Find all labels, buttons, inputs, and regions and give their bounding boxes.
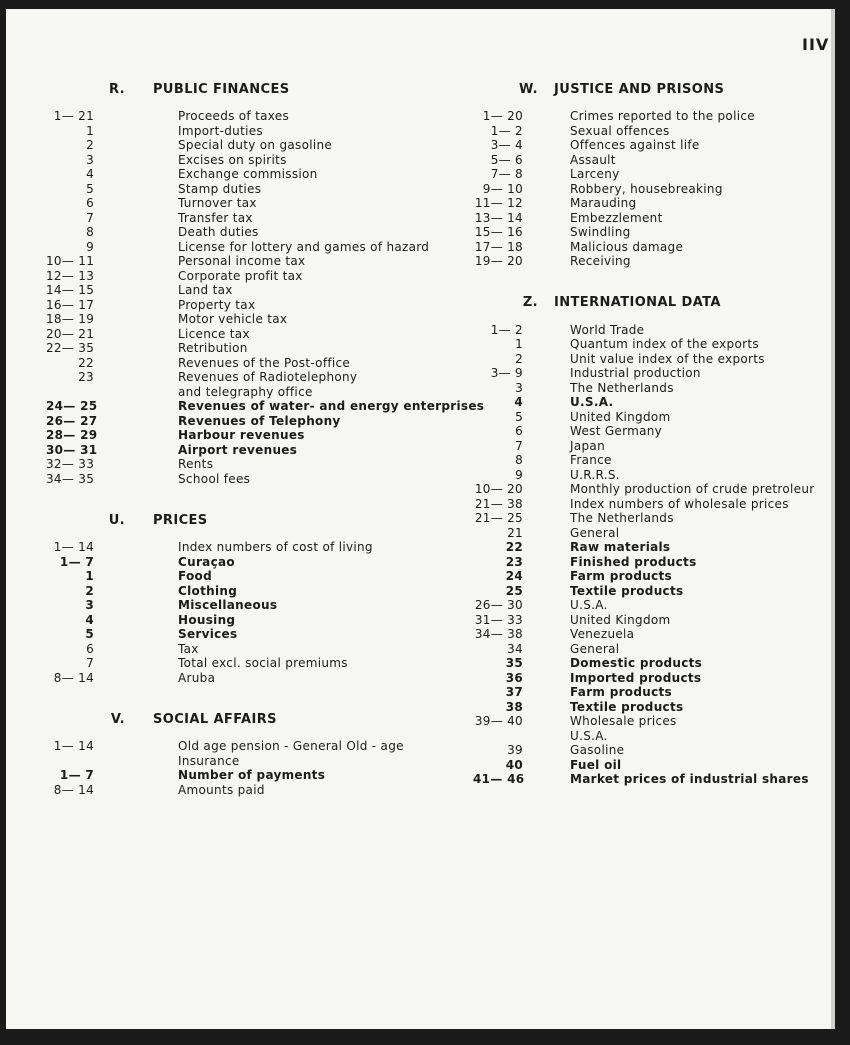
table-number: 34 bbox=[507, 641, 523, 656]
section-heading bbox=[473, 79, 833, 99]
table-label: Land tax bbox=[178, 283, 233, 297]
table-label: General bbox=[570, 641, 620, 656]
list-item bbox=[46, 298, 446, 313]
table-label: Revenues of water- and energy enterprises bbox=[178, 399, 485, 413]
right-column bbox=[473, 79, 833, 787]
table-label: Imported products bbox=[570, 670, 702, 685]
table-number: 7 bbox=[86, 210, 94, 225]
list-item bbox=[473, 153, 833, 168]
table-label: Licence tax bbox=[178, 326, 250, 341]
table-number: 3 bbox=[85, 598, 94, 612]
table-number: 7 bbox=[515, 438, 523, 453]
list-item bbox=[473, 410, 833, 425]
list-item bbox=[473, 497, 833, 512]
list-item bbox=[46, 627, 446, 642]
table-number: 26— 30 bbox=[474, 598, 523, 612]
table-label: Offences against life bbox=[570, 138, 700, 152]
list-item bbox=[473, 225, 833, 240]
table-number: 12— 13 bbox=[46, 268, 95, 283]
list-item bbox=[473, 613, 833, 628]
list-item bbox=[46, 240, 446, 255]
list-item bbox=[46, 254, 446, 269]
table-label: Corporate profit tax bbox=[178, 268, 303, 283]
table-label: General bbox=[570, 525, 620, 540]
table-label: License for lottery and games of hazard bbox=[178, 239, 430, 254]
section-heading bbox=[473, 293, 833, 313]
table-label: Special duty on gasoline bbox=[178, 138, 333, 152]
section-title: JUSTICE AND PRISONS bbox=[554, 81, 725, 97]
table-number: 1 bbox=[86, 123, 94, 138]
table-label: United Kingdom bbox=[570, 612, 671, 627]
table-number bbox=[46, 385, 94, 400]
table-number: 21— 25 bbox=[474, 511, 523, 525]
table-label: Proceeds of taxes bbox=[178, 109, 289, 123]
list-item bbox=[46, 269, 446, 284]
table-label: Robbery, housebreaking bbox=[570, 181, 723, 196]
table-number: 18— 19 bbox=[46, 312, 95, 326]
table-label: Crimes reported to the police bbox=[570, 109, 755, 123]
table-number: 5— 6 bbox=[490, 152, 523, 167]
list-item bbox=[46, 399, 485, 414]
table-number: 8 bbox=[86, 225, 94, 239]
list-item bbox=[46, 472, 446, 487]
list-item bbox=[473, 729, 833, 744]
table-label: Malicious damage bbox=[570, 239, 684, 254]
list-item bbox=[46, 428, 446, 443]
list-item bbox=[473, 700, 833, 715]
table-number bbox=[46, 754, 94, 769]
table-label: Index numbers of wholesale prices bbox=[570, 496, 789, 511]
list-item bbox=[46, 370, 446, 385]
table-label: Assault bbox=[570, 152, 616, 167]
table-label: Miscellaneous bbox=[178, 598, 278, 612]
table-label: Monthly production of crude pretroleur bbox=[570, 482, 815, 496]
list-item bbox=[46, 414, 446, 429]
list-item bbox=[46, 225, 446, 240]
table-number: 6 bbox=[515, 424, 523, 438]
list-item bbox=[46, 656, 446, 671]
table-number: 10— 20 bbox=[474, 482, 523, 496]
list-item bbox=[473, 627, 833, 642]
table-label: Curaçao bbox=[178, 554, 235, 569]
list-item bbox=[46, 598, 446, 613]
table-label: Exchange commission bbox=[178, 167, 318, 181]
list-item bbox=[473, 381, 833, 396]
list-item bbox=[473, 714, 833, 729]
table-number: 5 bbox=[85, 627, 94, 641]
table-number: 8— 14 bbox=[53, 670, 94, 685]
table-number: 2 bbox=[86, 138, 94, 152]
table-number: 2 bbox=[85, 583, 94, 598]
list-item bbox=[473, 211, 833, 226]
table-label: Import-duties bbox=[178, 123, 263, 138]
list-item bbox=[46, 540, 446, 555]
list-item bbox=[473, 540, 833, 555]
list-item bbox=[46, 443, 446, 458]
section-letter: U. bbox=[108, 512, 125, 528]
table-label: Index numbers of cost of living bbox=[178, 540, 373, 554]
list-item bbox=[46, 642, 446, 657]
table-label: Japan bbox=[570, 438, 605, 453]
list-item bbox=[473, 482, 833, 497]
list-item bbox=[46, 385, 446, 400]
list-item bbox=[473, 511, 833, 526]
table-number: 8 bbox=[515, 453, 523, 467]
list-item bbox=[473, 323, 833, 338]
table-label: Old age pension - General Old - age bbox=[178, 739, 404, 753]
list-item bbox=[46, 341, 446, 356]
table-number: 23 bbox=[505, 554, 523, 569]
list-item bbox=[473, 352, 833, 367]
list-item bbox=[46, 211, 446, 226]
table-number: 10— 11 bbox=[46, 254, 95, 268]
table-label: Tax bbox=[178, 641, 199, 656]
list-item bbox=[46, 457, 446, 472]
table-number: 3 bbox=[515, 380, 523, 395]
table-number: 40 bbox=[505, 757, 523, 772]
table-label: Excises on spirits bbox=[178, 152, 287, 167]
table-label: Revenues of the Post-office bbox=[178, 355, 351, 370]
table-number: 4 bbox=[86, 167, 94, 181]
table-label: Larceny bbox=[570, 167, 620, 181]
table-label: U.R.R.S. bbox=[570, 467, 620, 482]
list-item bbox=[46, 739, 446, 754]
list-item bbox=[473, 758, 833, 773]
table-label: Unit value index of the exports bbox=[570, 351, 765, 366]
table-number: 1— 7 bbox=[59, 768, 94, 782]
table-number: 9 bbox=[515, 467, 523, 482]
table-label: Textile products bbox=[570, 583, 684, 598]
list-item bbox=[46, 356, 446, 371]
table-number: 7— 8 bbox=[490, 167, 523, 181]
table-label: Venezuela bbox=[570, 627, 635, 641]
table-number: 1 bbox=[85, 569, 94, 583]
list-item bbox=[473, 743, 833, 758]
list-item bbox=[473, 167, 833, 182]
section-letter: R. bbox=[109, 81, 125, 97]
section-title: PRICES bbox=[153, 512, 208, 528]
left-column bbox=[46, 79, 485, 797]
table-label: Airport revenues bbox=[178, 442, 298, 457]
list-item bbox=[46, 783, 446, 798]
table-number: 1— 14 bbox=[53, 540, 94, 554]
list-item bbox=[473, 772, 833, 787]
section-title: SOCIAL AFFAIRS bbox=[153, 711, 277, 727]
list-item bbox=[473, 453, 833, 468]
table-label: Death duties bbox=[178, 225, 259, 239]
table-number: 30— 31 bbox=[46, 442, 98, 457]
table-number: 21 bbox=[507, 525, 523, 540]
table-number: 6 bbox=[86, 196, 94, 210]
table-number: 16— 17 bbox=[46, 297, 95, 312]
list-item bbox=[46, 124, 446, 139]
table-label: Amounts paid bbox=[178, 782, 265, 797]
table-number: 24 bbox=[505, 569, 523, 583]
table-number: 21— 38 bbox=[474, 496, 523, 511]
list-item bbox=[473, 642, 833, 657]
table-number: 14— 15 bbox=[46, 283, 95, 297]
table-number: 28— 29 bbox=[46, 428, 98, 442]
table-label: Total excl. social premiums bbox=[178, 656, 348, 670]
table-number: 1— 21 bbox=[53, 109, 94, 123]
table-number: 5 bbox=[86, 181, 94, 196]
table-number: 1— 7 bbox=[59, 554, 94, 569]
table-label: and telegraphy office bbox=[178, 384, 313, 399]
table-label: Gasoline bbox=[570, 743, 625, 757]
table-number: 34— 35 bbox=[46, 471, 95, 486]
table-label: Retribution bbox=[178, 341, 248, 355]
table-number: 22— 35 bbox=[46, 341, 95, 355]
table-label: Domestic products bbox=[570, 656, 703, 670]
section-letter: Z. bbox=[522, 295, 538, 310]
table-label: Farm products bbox=[570, 569, 672, 583]
page-number: IIV bbox=[802, 35, 830, 54]
table-number: 25 bbox=[505, 583, 523, 598]
table-number: 1— 2 bbox=[490, 322, 523, 337]
table-label: Turnover tax bbox=[178, 196, 257, 210]
table-label: U.S.A. bbox=[570, 728, 608, 743]
table-number: 4 bbox=[514, 395, 523, 409]
section-heading bbox=[46, 510, 446, 530]
table-label: Sexual offences bbox=[570, 123, 670, 138]
list-item bbox=[46, 584, 446, 599]
table-number: 13— 14 bbox=[474, 210, 523, 225]
list-item bbox=[473, 182, 833, 197]
table-number: 20— 21 bbox=[46, 326, 95, 341]
table-number: 3— 4 bbox=[490, 138, 523, 152]
section-letter: W. bbox=[518, 81, 538, 97]
table-label: Insurance bbox=[178, 753, 240, 768]
list-item bbox=[473, 468, 833, 483]
list-item bbox=[473, 671, 833, 686]
table-number: 9 bbox=[86, 239, 94, 254]
table-label: U.S.A. bbox=[570, 395, 614, 409]
table-label: Finished products bbox=[570, 554, 697, 569]
section-heading bbox=[46, 79, 446, 99]
table-label: Housing bbox=[178, 612, 236, 627]
list-item bbox=[473, 584, 833, 599]
table-number: 26— 27 bbox=[46, 413, 98, 428]
table-label: Fuel oil bbox=[570, 757, 622, 772]
table-number: 19— 20 bbox=[474, 254, 523, 268]
table-number: 39— 40 bbox=[474, 714, 523, 728]
list-item bbox=[473, 656, 833, 671]
list-item bbox=[46, 768, 446, 783]
list-item bbox=[473, 395, 833, 410]
table-label: Farm products bbox=[570, 685, 672, 699]
table-number: 22 bbox=[78, 355, 94, 370]
list-item bbox=[473, 254, 833, 269]
table-label: West Germany bbox=[570, 424, 663, 438]
table-label: The Netherlands bbox=[570, 511, 674, 525]
list-item bbox=[473, 424, 833, 439]
table-number: 35 bbox=[505, 656, 523, 670]
table-label: U.S.A. bbox=[570, 598, 608, 612]
table-label: Harbour revenues bbox=[178, 428, 305, 442]
table-number: 3— 9 bbox=[490, 366, 523, 380]
list-item bbox=[46, 196, 446, 211]
list-item bbox=[473, 124, 833, 139]
table-number: 37 bbox=[505, 685, 523, 699]
list-item bbox=[473, 337, 833, 352]
table-label: Clothing bbox=[178, 583, 238, 598]
table-label: Market prices of industrial shares bbox=[570, 772, 809, 786]
table-number: 32— 33 bbox=[46, 457, 95, 471]
list-item bbox=[46, 109, 446, 124]
section-title: PUBLIC FINANCES bbox=[153, 81, 290, 97]
list-item bbox=[46, 153, 446, 168]
table-label: Raw materials bbox=[570, 540, 671, 554]
table-label: Receiving bbox=[570, 254, 631, 268]
table-number: 1— 2 bbox=[490, 123, 523, 138]
table-number: 2 bbox=[515, 351, 523, 366]
list-item bbox=[46, 671, 446, 686]
table-label: Property tax bbox=[178, 297, 256, 312]
list-item bbox=[473, 439, 833, 454]
table-number: 34— 38 bbox=[474, 627, 523, 641]
table-label: Motor vehicle tax bbox=[178, 312, 288, 326]
table-number: 3 bbox=[86, 152, 94, 167]
table-number: 39 bbox=[507, 743, 523, 757]
table-number: 15— 16 bbox=[474, 225, 523, 239]
table-number: 4 bbox=[85, 612, 94, 627]
list-item bbox=[46, 754, 446, 769]
table-number bbox=[473, 729, 523, 744]
table-label: Transfer tax bbox=[178, 210, 253, 225]
table-label: Aruba bbox=[178, 670, 216, 685]
table-label: Embezzlement bbox=[570, 210, 663, 225]
list-item bbox=[46, 555, 446, 570]
list-item bbox=[46, 569, 446, 584]
table-label: Industrial production bbox=[570, 366, 701, 380]
table-number: 22 bbox=[505, 540, 523, 554]
table-number: 6 bbox=[86, 641, 94, 656]
table-label: Revenues of Telephony bbox=[178, 413, 341, 428]
table-number: 1— 20 bbox=[482, 109, 523, 123]
table-label: Quantum index of the exports bbox=[570, 337, 759, 351]
table-number: 31— 33 bbox=[474, 612, 523, 627]
table-label: France bbox=[570, 453, 612, 467]
table-label: World Trade bbox=[570, 322, 645, 337]
list-item bbox=[473, 555, 833, 570]
table-label: Personal income tax bbox=[178, 254, 306, 268]
table-label: Rents bbox=[178, 457, 214, 471]
list-item bbox=[473, 138, 833, 153]
table-number: 36 bbox=[505, 670, 523, 685]
table-number: 11— 12 bbox=[474, 196, 523, 210]
table-label: Wholesale prices bbox=[570, 714, 677, 728]
table-number: 23 bbox=[78, 370, 94, 384]
table-label: Stamp duties bbox=[178, 181, 262, 196]
table-number: 41— 46 bbox=[473, 772, 525, 786]
list-item bbox=[473, 569, 833, 584]
section-letter: V. bbox=[110, 711, 125, 727]
list-item bbox=[46, 312, 446, 327]
table-label: School fees bbox=[178, 471, 251, 486]
section-title: INTERNATIONAL DATA bbox=[554, 295, 721, 310]
table-number: 38 bbox=[505, 699, 523, 714]
list-item bbox=[46, 613, 446, 628]
list-item bbox=[46, 138, 446, 153]
list-item bbox=[46, 327, 446, 342]
list-item bbox=[473, 685, 833, 700]
table-number: 1 bbox=[515, 337, 523, 351]
table-number: 24— 25 bbox=[46, 399, 98, 413]
list-item bbox=[473, 526, 833, 541]
list-item bbox=[473, 366, 833, 381]
table-label: The Netherlands bbox=[570, 380, 674, 395]
section-heading bbox=[46, 709, 446, 729]
list-item bbox=[473, 598, 833, 613]
table-label: Textile products bbox=[570, 699, 684, 714]
table-label: Food bbox=[178, 569, 212, 583]
list-item bbox=[46, 182, 446, 197]
table-number: 9— 10 bbox=[482, 181, 523, 196]
table-label: Services bbox=[178, 627, 238, 641]
list-item bbox=[473, 196, 833, 211]
table-label: Revenues of Radiotelephony bbox=[178, 370, 358, 384]
table-label: Marauding bbox=[570, 196, 637, 210]
table-number: 7 bbox=[86, 656, 94, 670]
table-label: Number of payments bbox=[178, 768, 326, 782]
list-item bbox=[46, 283, 446, 298]
list-item bbox=[46, 167, 446, 182]
table-label: Swindling bbox=[570, 225, 631, 239]
table-number: 5 bbox=[515, 409, 523, 424]
table-number: 8— 14 bbox=[53, 782, 94, 797]
table-label: United Kingdom bbox=[570, 409, 671, 424]
list-item bbox=[473, 240, 833, 255]
document-page bbox=[6, 9, 835, 1029]
table-number: 17— 18 bbox=[474, 239, 523, 254]
table-number: 1— 14 bbox=[53, 739, 94, 753]
list-item bbox=[473, 109, 833, 124]
